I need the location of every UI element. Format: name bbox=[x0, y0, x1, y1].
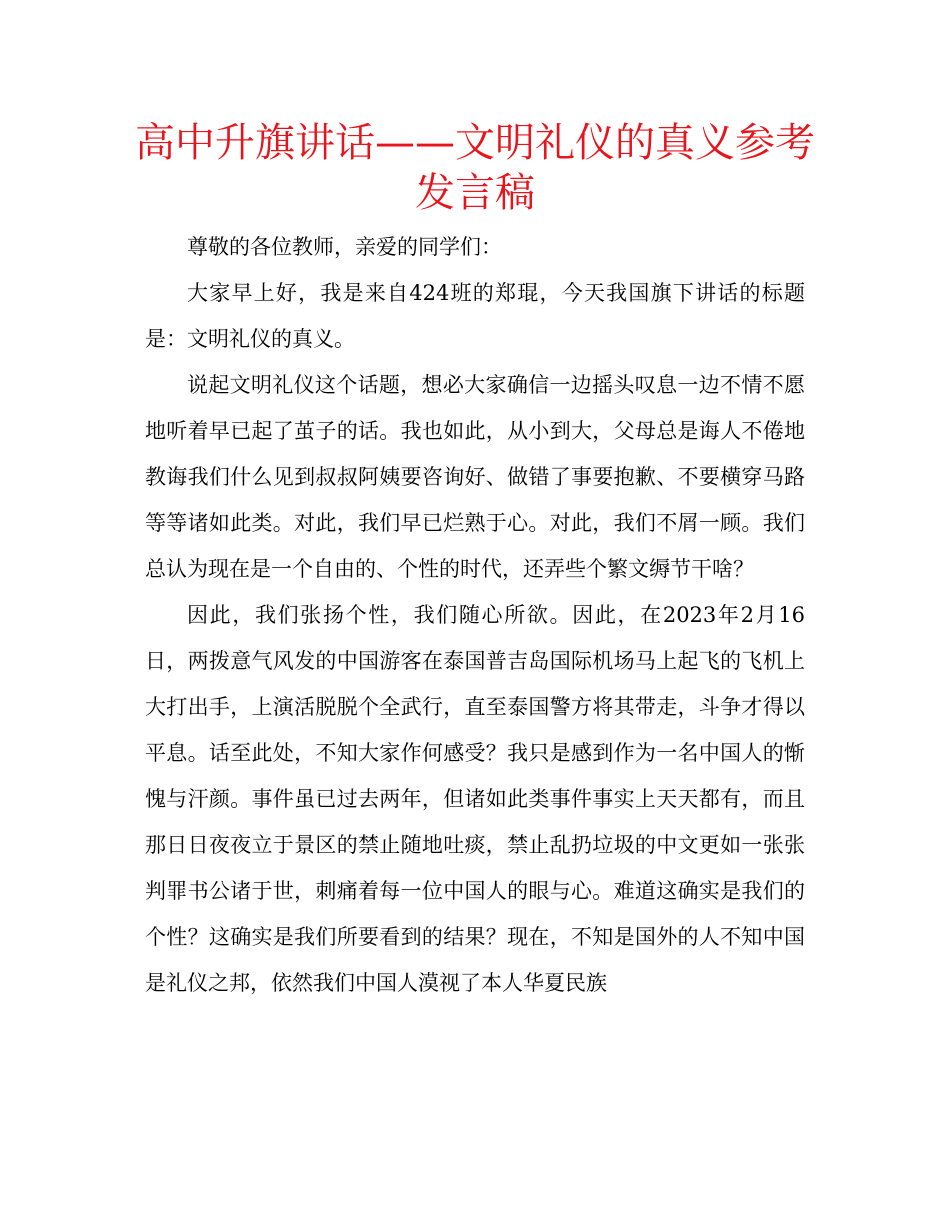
document-title: 高中升旗讲话——文明礼仪的真义参考发言稿 bbox=[135, 120, 815, 216]
document-body bbox=[145, 224, 805, 1006]
paragraph-etiquette-topic: 说起文明礼仪这个话题，想必大家确信一边摇头叹息一边不情不愿地听着早已起了茧子的话。我也如此，从小到大，父母总是诲人不倦地教诲我们什么见到叔叔阿姨要咨询好、做错了事要抱歉、不要横穿马路等等诸如此类。对此，我们早已烂熟于心。对此，我们不屑一顾。我们总认为现在是一个自由的、个性的时代，还弄些个繁文缛节干啥？ bbox=[145, 373, 805, 581]
paragraph-introduction: 大家早上好，我是来自424班的郑琨，今天我国旗下讲话的标题是：文明礼仪的真义。 bbox=[145, 281, 805, 351]
paragraph-greeting: 尊敬的各位教师，亲爱的同学们： bbox=[187, 235, 502, 259]
paragraph-incident: 因此，我们张扬个性，我们随心所欲。因此，在2023年2月16日，两拨意气风发的中国游客在泰国普吉岛国际机场马上起飞的飞机上大打出手，上演活脱脱个全武行，直至泰国警方将其带走，斗争才得以平息。话至此处，不知大家作何感受？我只是感到作为一名中国人的惭愧与汗颜。事件虽已过去两年，但诸如此类事件事实上天天都有，而且那日日夜夜立于景区的禁止随地吐痰，禁止乱扔垃圾的中文更如一张张判罪书公诸于世，刺痛着每一位中国人的眼与心。难道这确实是我们的个性？这确实是我们所要看到的结果？现在，不知是国外的人不知中国是礼仪之邦，依然我们中国人漠视了本人华夏民族 bbox=[145, 603, 805, 995]
